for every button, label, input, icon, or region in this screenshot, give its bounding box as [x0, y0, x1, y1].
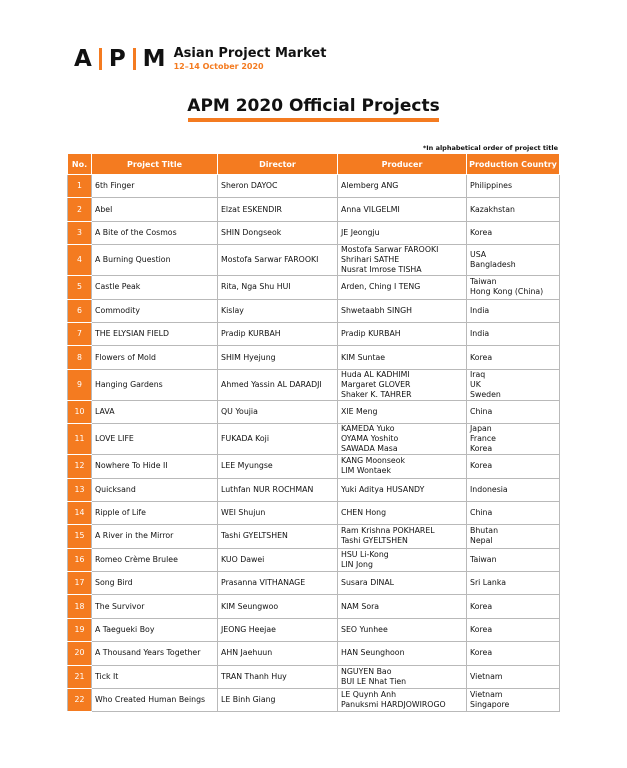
logo-dates: 12–14 October 2020 [173, 62, 264, 71]
project-title: Who Created Human Beings [92, 689, 218, 712]
producer-line: OYAMA Yoshito [341, 434, 399, 444]
production-country-line: Indonesia [470, 484, 508, 494]
row-number: 10 [68, 400, 92, 423]
production-country-line: Korea [470, 444, 493, 454]
table-row [68, 665, 560, 688]
table-row [68, 689, 560, 712]
producer [338, 689, 467, 712]
production-country-line: China [470, 406, 493, 416]
director: Pradip KURBAH [218, 322, 338, 345]
producer-line: Susara DINAL [341, 578, 395, 588]
logo-divider [133, 48, 136, 70]
producer-line: Arden, Ching I TENG [341, 282, 421, 292]
director: JEONG Heejae [218, 618, 338, 641]
production-country [467, 689, 560, 712]
director: AHN Jaehuun [218, 642, 338, 665]
producer [338, 572, 467, 595]
production-country [467, 618, 560, 641]
production-country-line: India [470, 305, 490, 315]
producer [338, 455, 467, 478]
logo-letter-a: A [74, 46, 92, 72]
header-project-title: Project Title [92, 154, 218, 175]
producer-line: KAMEDA Yuko [341, 424, 395, 434]
director: Sheron DAYOC [218, 175, 338, 198]
logo-letter-p: P [108, 46, 126, 72]
director: QU Youjia [218, 400, 338, 423]
project-title: Ripple of Life [92, 501, 218, 524]
producer-line: KIM Suntae [341, 352, 386, 362]
producer [338, 642, 467, 665]
row-number: 5 [68, 276, 92, 299]
project-title: Tick It [92, 665, 218, 688]
production-country [467, 322, 560, 345]
table-row [68, 276, 560, 299]
producer [338, 548, 467, 571]
production-country-line: India [470, 329, 490, 339]
row-number: 7 [68, 322, 92, 345]
table-row [68, 245, 560, 276]
producer-line: Yuki Aditya HUSANDY [341, 484, 425, 494]
logo-letter-m: M [142, 46, 166, 72]
producer [338, 346, 467, 369]
production-country [467, 548, 560, 571]
row-number: 1 [68, 175, 92, 198]
project-title: A Thousand Years Together [92, 642, 218, 665]
production-country-line: Taiwan [470, 277, 497, 287]
logo-mark [74, 46, 166, 72]
row-number: 19 [68, 618, 92, 641]
director: FUKADA Koji [218, 424, 338, 455]
producer-line: Tashi GYELTSHEN [341, 536, 408, 546]
project-title: Song Bird [92, 572, 218, 595]
producer-line: LE Quynh Anh [341, 690, 397, 700]
project-title: A Bite of the Cosmos [92, 221, 218, 244]
title-underline [188, 118, 439, 122]
logo-text [174, 47, 327, 71]
producer [338, 665, 467, 688]
production-country [467, 400, 560, 423]
logo-name: Asian Project Market [173, 46, 327, 61]
producer [338, 299, 467, 322]
producer [338, 400, 467, 423]
project-title: Nowhere To Hide II [92, 455, 218, 478]
production-country [467, 369, 560, 400]
producer-line: Shaker K. TAHRER [341, 389, 412, 399]
row-number: 20 [68, 642, 92, 665]
producer-line: CHEN Hong [341, 508, 387, 518]
header-producer: Producer [338, 154, 467, 175]
production-country [467, 424, 560, 455]
production-country-line: Hong Kong (China) [470, 287, 544, 297]
producer [338, 501, 467, 524]
production-country [467, 572, 560, 595]
producer-line: Margaret GLOVER [341, 379, 411, 389]
row-number: 8 [68, 346, 92, 369]
project-title: LOVE LIFE [92, 424, 218, 455]
director: Rita, Nga Shu HUI [218, 276, 338, 299]
producer [338, 198, 467, 221]
production-country-line: Philippines [470, 181, 513, 191]
producer [338, 595, 467, 618]
table-row [68, 525, 560, 548]
table-row [68, 369, 560, 400]
producer-line: Alemberg ANG [341, 181, 399, 191]
producer-line: HAN Seunghoon [341, 648, 405, 658]
producer [338, 175, 467, 198]
row-number: 3 [68, 221, 92, 244]
row-number: 15 [68, 525, 92, 548]
production-country-line: Korea [470, 648, 493, 658]
sort-note: *In alphabetical order of project title [422, 144, 558, 152]
producer-line: SEO Yunhee [341, 625, 388, 635]
director: WEI Shujun [218, 501, 338, 524]
director: SHIN Dongseok [218, 221, 338, 244]
production-country-line: France [470, 434, 496, 444]
project-title: Quicksand [92, 478, 218, 501]
producer-line: Pradip KURBAH [341, 329, 401, 339]
producer [338, 424, 467, 455]
production-country-line: Iraq [470, 369, 486, 379]
production-country-line: Bangladesh [470, 260, 516, 270]
producer-line: SAWADA Masa [341, 444, 398, 454]
row-number: 16 [68, 548, 92, 571]
director: KUO Dawei [218, 548, 338, 571]
header-production-country: Production Country [467, 154, 560, 175]
producer-line: NAM Sora [341, 601, 380, 611]
producer [338, 221, 467, 244]
project-title: A Taegueki Boy [92, 618, 218, 641]
producer-line: JE Jeongju [341, 227, 380, 237]
project-title: A River in the Mirror [92, 525, 218, 548]
row-number: 11 [68, 424, 92, 455]
project-title: Castle Peak [92, 276, 218, 299]
director: KIM Seungwoo [218, 595, 338, 618]
production-country-line: Kazakhstan [470, 204, 515, 214]
production-country-line: Bhutan [470, 526, 499, 536]
project-title: Commodity [92, 299, 218, 322]
production-country [467, 455, 560, 478]
director: Mostofa Sarwar FAROOKI [218, 245, 338, 276]
production-country [467, 299, 560, 322]
project-title: Romeo Crème Brulee [92, 548, 218, 571]
apm-logo [74, 44, 326, 74]
producer [338, 369, 467, 400]
row-number: 13 [68, 478, 92, 501]
row-number: 12 [68, 455, 92, 478]
producer [338, 618, 467, 641]
producer [338, 276, 467, 299]
producer-line: Anna VILGELMI [341, 204, 400, 214]
table-row [68, 424, 560, 455]
table-row [68, 400, 560, 423]
table-row [68, 548, 560, 571]
production-country-line: Korea [470, 625, 493, 635]
row-number: 18 [68, 595, 92, 618]
producer-line: BUI LE Nhat Tien [341, 676, 407, 686]
production-country-line: Vietnam [470, 671, 503, 681]
producer-line: Huda AL KADHIMI [341, 369, 410, 379]
producer-line: Nusrat Imrose TISHA [341, 265, 422, 275]
row-number: 4 [68, 245, 92, 276]
row-number: 14 [68, 501, 92, 524]
production-country-line: UK [470, 379, 481, 389]
table-row [68, 478, 560, 501]
producer-line: Shrihari SATHE [341, 255, 400, 265]
production-country-line: Taiwan [470, 554, 497, 564]
row-number: 22 [68, 689, 92, 712]
project-title: 6th Finger [92, 175, 218, 198]
table-row [68, 595, 560, 618]
producer-line: Panuksmi HARDJOWIROGO [341, 700, 446, 710]
director: Luthfan NUR ROCHMAN [218, 478, 338, 501]
director: Ahmed Yassin AL DARADJI [218, 369, 338, 400]
production-country-line: Vietnam [470, 690, 503, 700]
production-country-line: Korea [470, 352, 493, 362]
table-header-row [68, 154, 560, 175]
director: Elzat ESKENDIR [218, 198, 338, 221]
production-country [467, 665, 560, 688]
table-row [68, 346, 560, 369]
table-row [68, 221, 560, 244]
production-country [467, 595, 560, 618]
production-country-line: USA [470, 250, 487, 260]
production-country-line: Singapore [470, 700, 510, 710]
producer-line: KANG Moonseok [341, 456, 406, 466]
table-row [68, 198, 560, 221]
producer-line: Ram Krishna POKHAREL [341, 526, 435, 536]
producer-line: XIE Meng [341, 406, 378, 416]
production-country [467, 175, 560, 198]
production-country-line: Sweden [470, 389, 501, 399]
table-row [68, 501, 560, 524]
production-country [467, 525, 560, 548]
project-title: Abel [92, 198, 218, 221]
row-number: 9 [68, 369, 92, 400]
production-country [467, 221, 560, 244]
production-country [467, 642, 560, 665]
row-number: 2 [68, 198, 92, 221]
director: Kislay [218, 299, 338, 322]
project-title: Flowers of Mold [92, 346, 218, 369]
table-row [68, 572, 560, 595]
production-country-line: Sri Lanka [470, 578, 507, 588]
project-title: THE ELYSIAN FIELD [92, 322, 218, 345]
director: SHIM Hyejung [218, 346, 338, 369]
page-title: APM 2020 Official Projects [187, 96, 440, 116]
table-row [68, 455, 560, 478]
director: Prasanna VITHANAGE [218, 572, 338, 595]
producer-line: HSU Li-Kong [341, 549, 389, 559]
row-number: 6 [68, 299, 92, 322]
producer [338, 525, 467, 548]
producer-line: LIN Jong [341, 559, 373, 569]
row-number: 17 [68, 572, 92, 595]
production-country-line: Korea [470, 227, 493, 237]
production-country [467, 346, 560, 369]
project-title: Hanging Gardens [92, 369, 218, 400]
producer [338, 478, 467, 501]
table-row [68, 322, 560, 345]
production-country-line: Korea [470, 601, 493, 611]
director: Tashi GYELTSHEN [218, 525, 338, 548]
producer-line: Mostofa Sarwar FAROOKI [341, 245, 439, 255]
table-row [68, 299, 560, 322]
production-country-line: China [470, 508, 493, 518]
project-title: The Survivor [92, 595, 218, 618]
production-country [467, 478, 560, 501]
producer-line: LIM Wontaek [341, 466, 391, 476]
production-country [467, 198, 560, 221]
producer-line: NGUYEN Bao [341, 666, 392, 676]
director: LEE Myungse [218, 455, 338, 478]
director: LE Binh Giang [218, 689, 338, 712]
row-number: 21 [68, 665, 92, 688]
table-row [68, 642, 560, 665]
project-title: LAVA [92, 400, 218, 423]
table-row [68, 175, 560, 198]
header-director: Director [218, 154, 338, 175]
production-country [467, 501, 560, 524]
logo-divider [99, 48, 102, 70]
project-title: A Burning Question [92, 245, 218, 276]
producer-line: Shwetaabh SINGH [341, 305, 413, 315]
producer [338, 245, 467, 276]
production-country [467, 276, 560, 299]
director: TRAN Thanh Huy [218, 665, 338, 688]
production-country-line: Japan [470, 424, 492, 434]
projects-table [67, 153, 560, 712]
production-country [467, 245, 560, 276]
header-no: No. [68, 154, 92, 175]
production-country-line: Nepal [470, 536, 493, 546]
producer [338, 322, 467, 345]
production-country-line: Korea [470, 461, 493, 471]
table-row [68, 618, 560, 641]
